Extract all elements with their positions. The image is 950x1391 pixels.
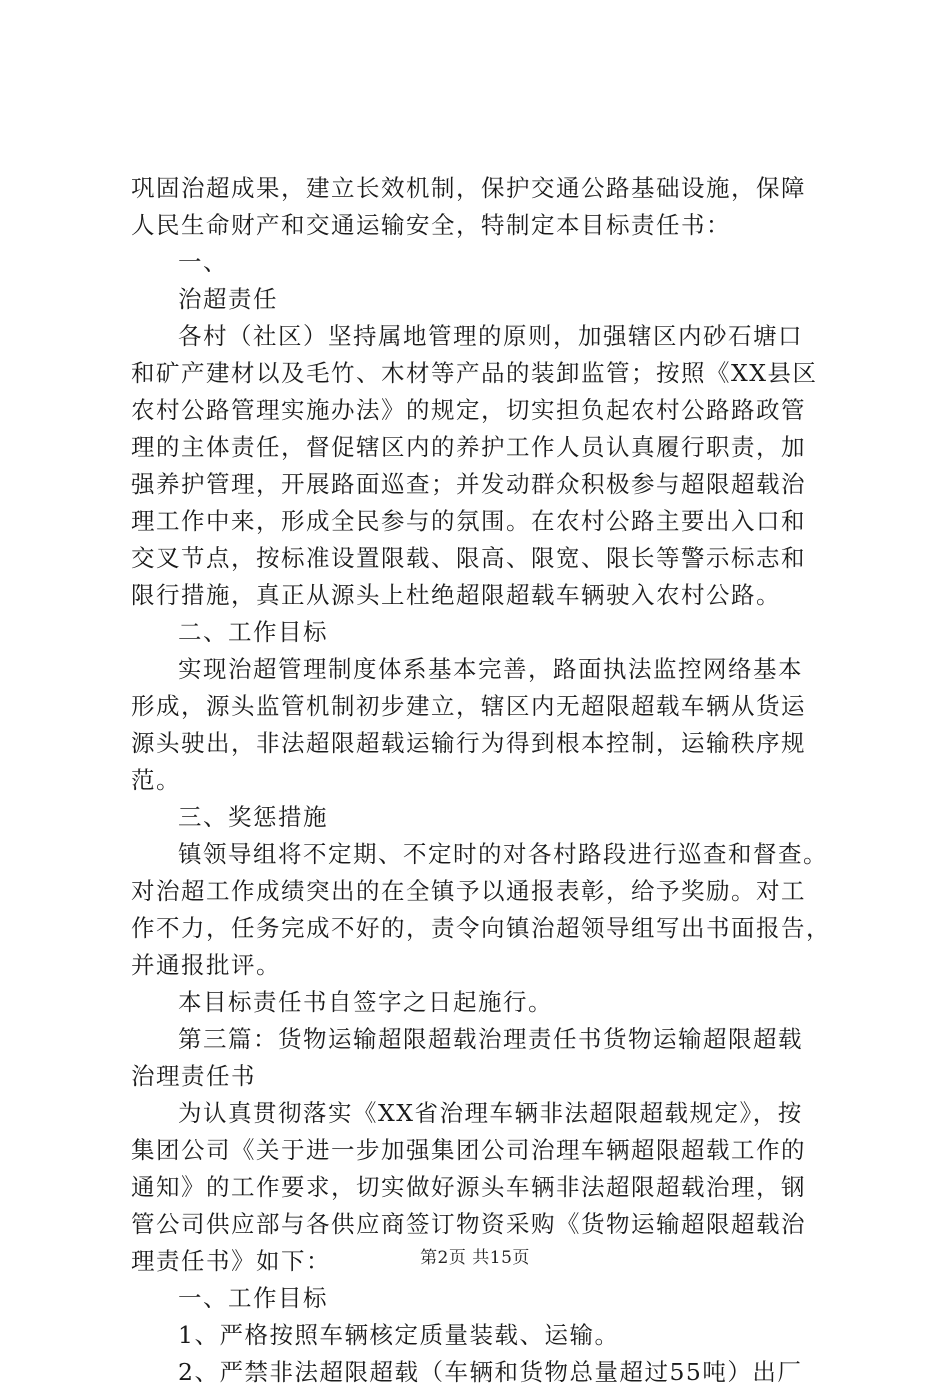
- text-line: 农村公路管理实施办法》的规定，切实担负起农村公路路政管: [131, 396, 806, 424]
- page-number-footer: 第2页 共15页: [420, 1248, 530, 1268]
- text-line: 1、严格按照车辆核定质量装载、运输。: [178, 1321, 620, 1349]
- text-line: 管公司供应部与各供应商签订物资采购《货物运输超限超载治: [131, 1210, 806, 1238]
- text-line: 理的主体责任，督促辖区内的养护工作人员认真履行职责，加: [131, 433, 806, 461]
- text-line: 巩固治超成果，建立长效机制，保护交通公路基础设施，保障: [131, 174, 806, 202]
- text-line: 镇领导组将不定期、不定时的对各村路段进行巡查和督查。: [178, 840, 828, 868]
- text-line: 和矿产建材以及毛竹、木材等产品的装卸监管；按照《XX县区: [131, 359, 818, 387]
- text-line: 一、: [178, 248, 228, 276]
- text-line: 理工作中来，形成全民参与的氛围。在农村公路主要出入口和: [131, 507, 806, 535]
- text-line: 本目标责任书自签字之日起施行。: [178, 988, 553, 1016]
- text-line: 源头驶出，非法超限超载运输行为得到根本控制，运输秩序规: [131, 729, 806, 757]
- text-line: 二、工作目标: [178, 618, 328, 646]
- text-line: 并通报批评。: [131, 951, 281, 979]
- text-line: 2、严禁非法超限超载（车辆和货物总量超过55吨）出厂: [178, 1358, 803, 1386]
- text-line: 强养护管理，开展路面巡查；并发动群众积极参与超限超载治: [131, 470, 806, 498]
- text-line: 范。: [131, 766, 181, 794]
- text-line: 第三篇：货物运输超限超载治理责任书货物运输超限超载: [178, 1025, 803, 1053]
- text-line: 实现治超管理制度体系基本完善，路面执法监控网络基本: [178, 655, 803, 683]
- text-line: 一、工作目标: [178, 1284, 328, 1312]
- text-line: 各村（社区）坚持属地管理的原则，加强辖区内砂石塘口: [178, 322, 803, 350]
- document-body: [131, 170, 831, 1391]
- text-line: 限行措施，真正从源头上杜绝超限超载车辆驶入农村公路。: [131, 581, 781, 609]
- text-line: 治理责任书: [131, 1062, 256, 1090]
- text-line: 人民生命财产和交通运输安全，特制定本目标责任书：: [131, 211, 731, 239]
- text-line: 作不力，任务完成不好的，责令向镇治超领导组写出书面报告，: [131, 914, 831, 942]
- text-line: 为认真贯彻落实《XX省治理车辆非法超限超载规定》，按: [178, 1099, 803, 1127]
- text-line: 集团公司《关于进一步加强集团公司治理车辆超限超载工作的: [131, 1136, 806, 1164]
- text-line: 交叉节点，按标准设置限载、限高、限宽、限长等警示标志和: [131, 544, 806, 572]
- text-line: 理责任书》如下：: [131, 1247, 331, 1275]
- text-line: 形成，源头监管机制初步建立，辖区内无超限超载车辆从货运: [131, 692, 806, 720]
- text-line: 三、奖惩措施: [178, 803, 328, 831]
- text-line: 通知》的工作要求，切实做好源头车辆非法超限超载治理，钢: [131, 1173, 806, 1201]
- text-line: 治超责任: [178, 285, 278, 313]
- text-line: 对治超工作成绩突出的在全镇予以通报表彰，给予奖励。对工: [131, 877, 806, 905]
